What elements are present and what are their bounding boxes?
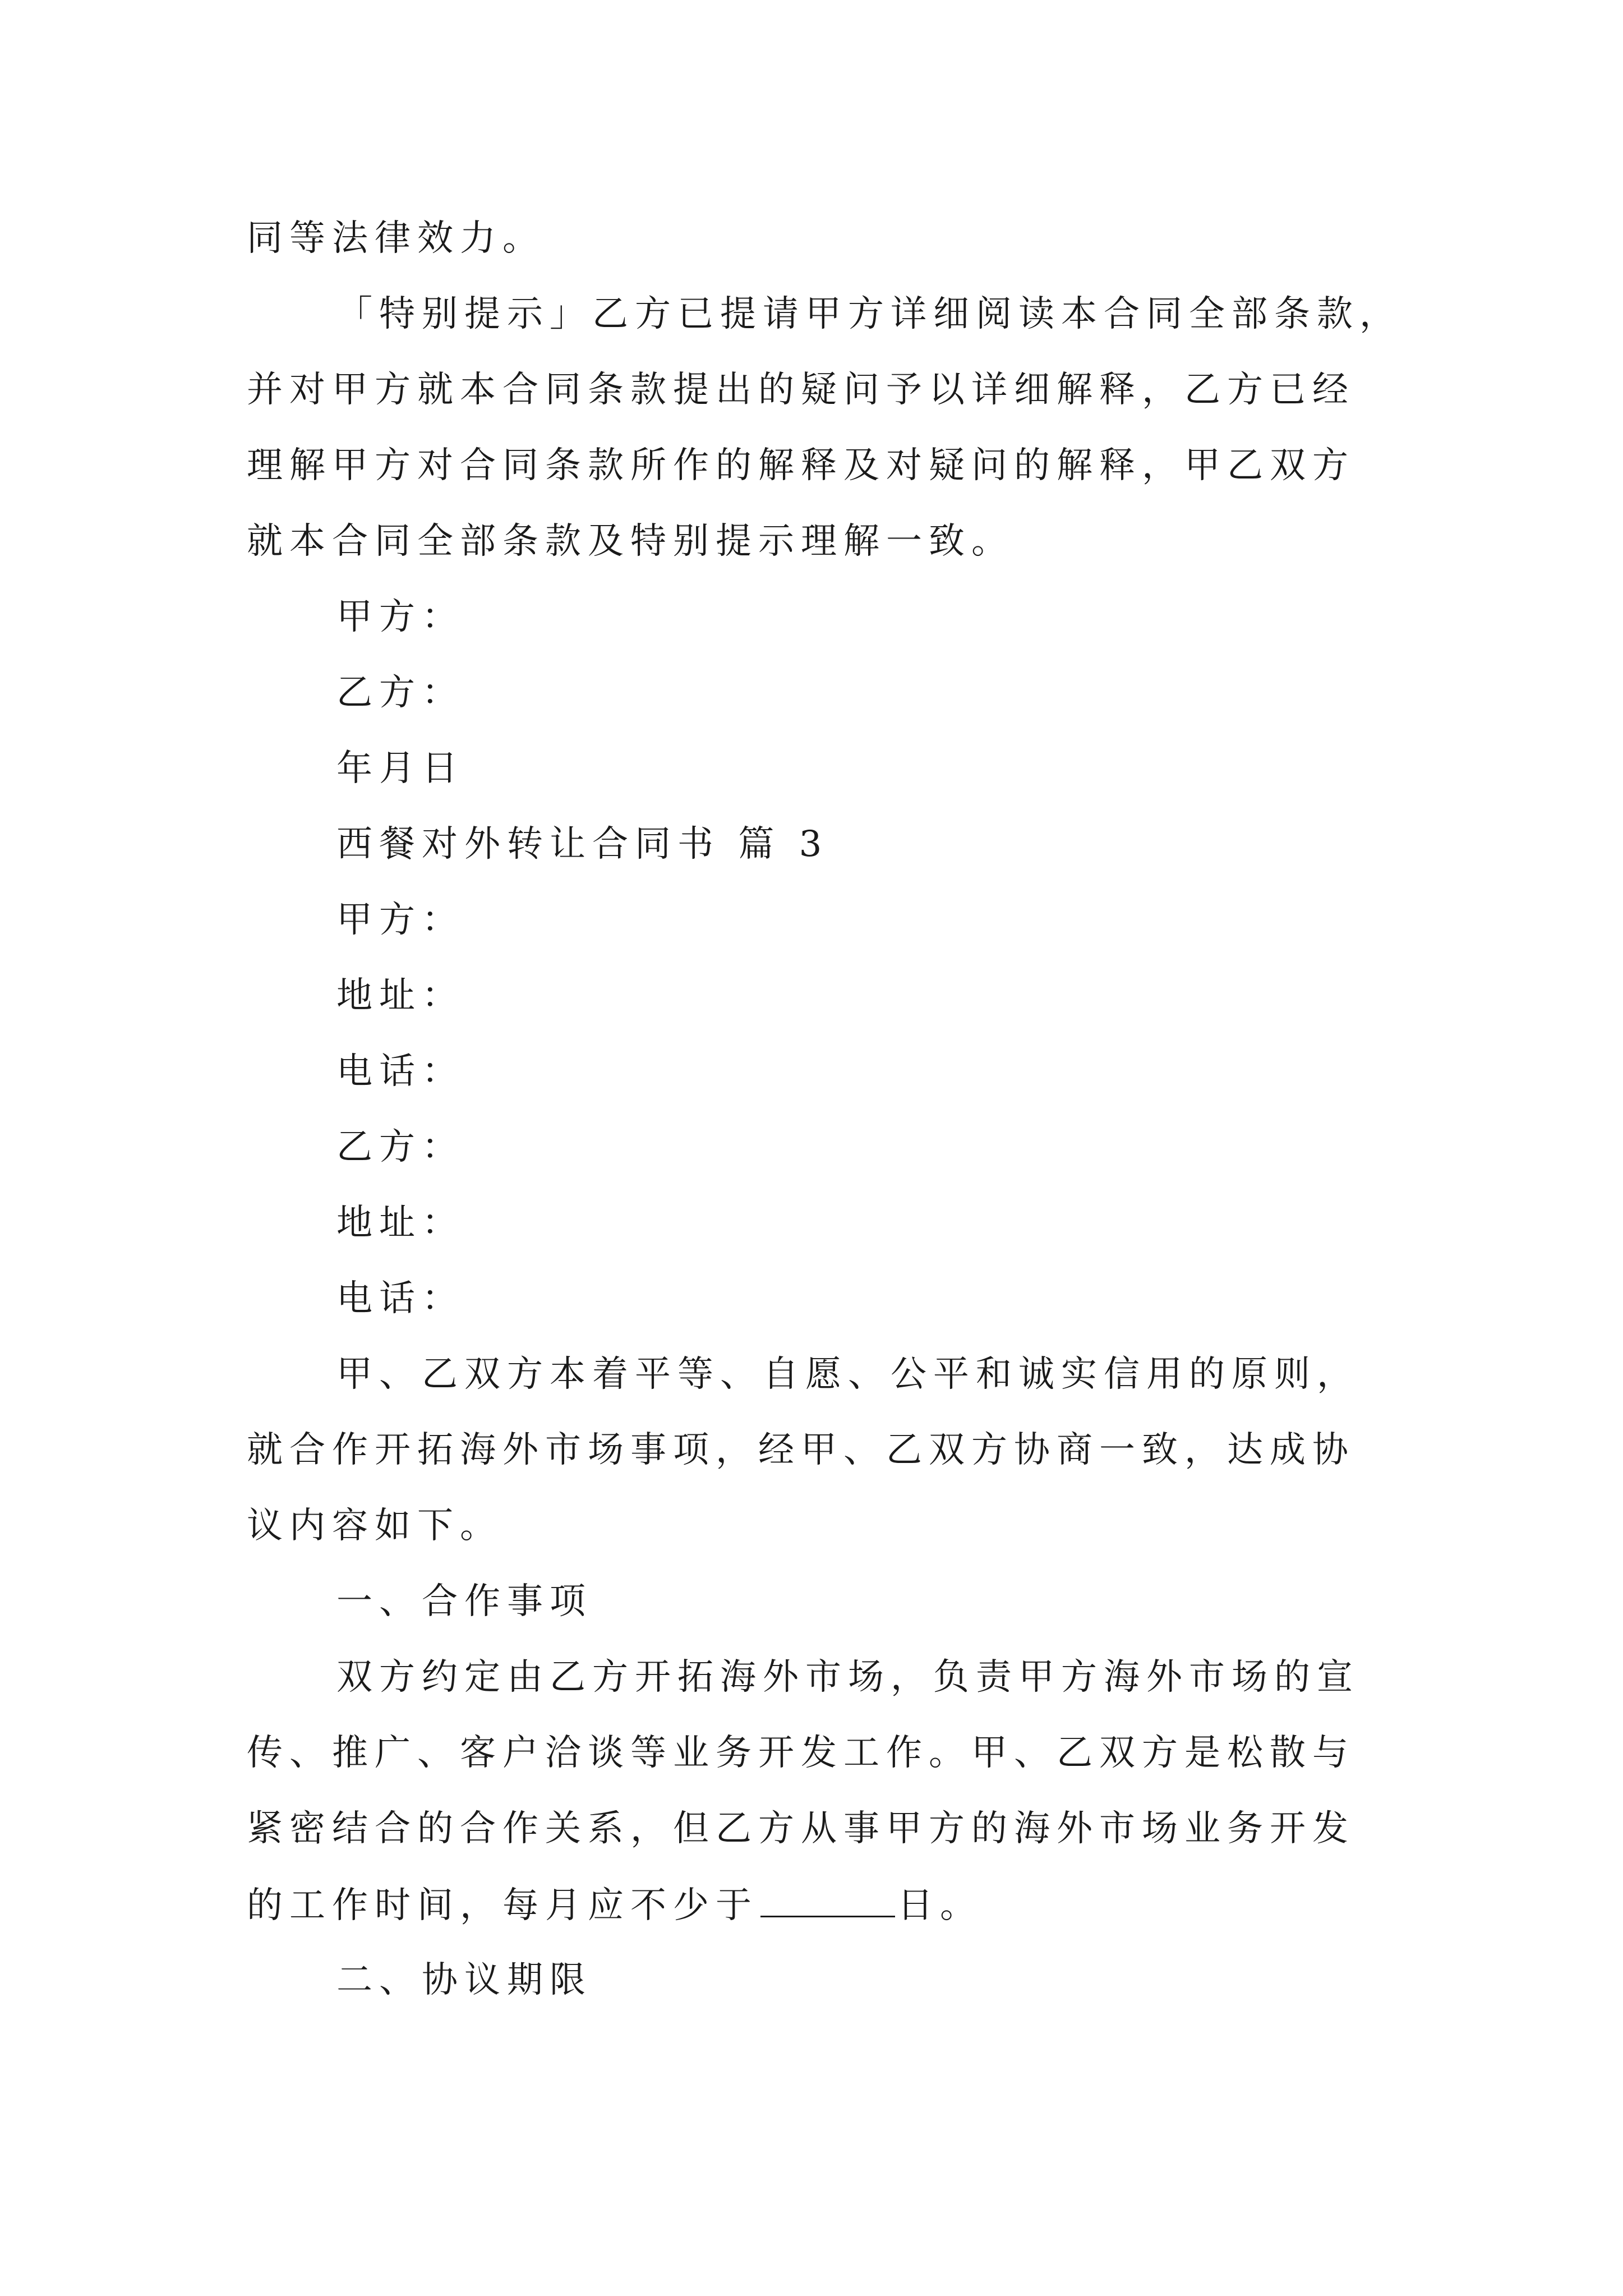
blank-field <box>760 1882 895 1917</box>
address-label: 地址： <box>336 1202 464 1244</box>
section-heading: 一、合作事项 <box>336 1581 592 1622</box>
section-heading: 二、协议期限 <box>336 1959 592 2001</box>
address-label: 地址： <box>336 975 464 1016</box>
work-time-line <box>247 1882 983 1928</box>
work-time-unit: 日。 <box>897 1885 983 1926</box>
party-b-label: 乙方： <box>336 1126 464 1168</box>
party-a-label: 甲方： <box>336 596 464 638</box>
text-line: 甲、乙双方本着平等、自愿、公平和诚实信用的原则， <box>336 1354 1359 1395</box>
text-line: 议内容如下。 <box>247 1505 502 1547</box>
party-a-label: 甲方： <box>336 899 464 941</box>
text-line: 双方约定由乙方开拓海外市场，负责甲方海外市场的宣 <box>336 1657 1359 1698</box>
text-line: 就合作开拓海外市场事项，经甲、乙双方协商一致，达成协 <box>247 1429 1355 1471</box>
text-line: 紧密结合的合作关系，但乙方从事甲方的海外市场业务开发 <box>247 1808 1355 1849</box>
text-line: 传、推广、客户洽谈等业务开发工作。甲、乙双方是松散与 <box>247 1732 1355 1774</box>
phone-label: 电话： <box>336 1278 464 1319</box>
text-line: 就本合同全部条款及特别提示理解一致。 <box>247 521 1014 562</box>
text-line: 同等法律效力。 <box>247 218 545 259</box>
date-label: 年月日 <box>336 748 464 789</box>
section-title: 西餐对外转让合同书 篇 3 <box>336 823 829 865</box>
text-line: 「特别提示」乙方已提请甲方详细阅读本合同全部条款， <box>336 293 1402 335</box>
text-line: 并对甲方就本合同条款提出的疑问予以详细解释，乙方已经 <box>247 369 1355 411</box>
text-line: 理解甲方对合同条款所作的解释及对疑问的解释，甲乙双方 <box>247 445 1355 486</box>
party-b-label: 乙方： <box>336 672 464 714</box>
work-time-text: 的工作时间，每月应不少于 <box>247 1885 758 1926</box>
phone-label: 电话： <box>336 1051 464 1092</box>
